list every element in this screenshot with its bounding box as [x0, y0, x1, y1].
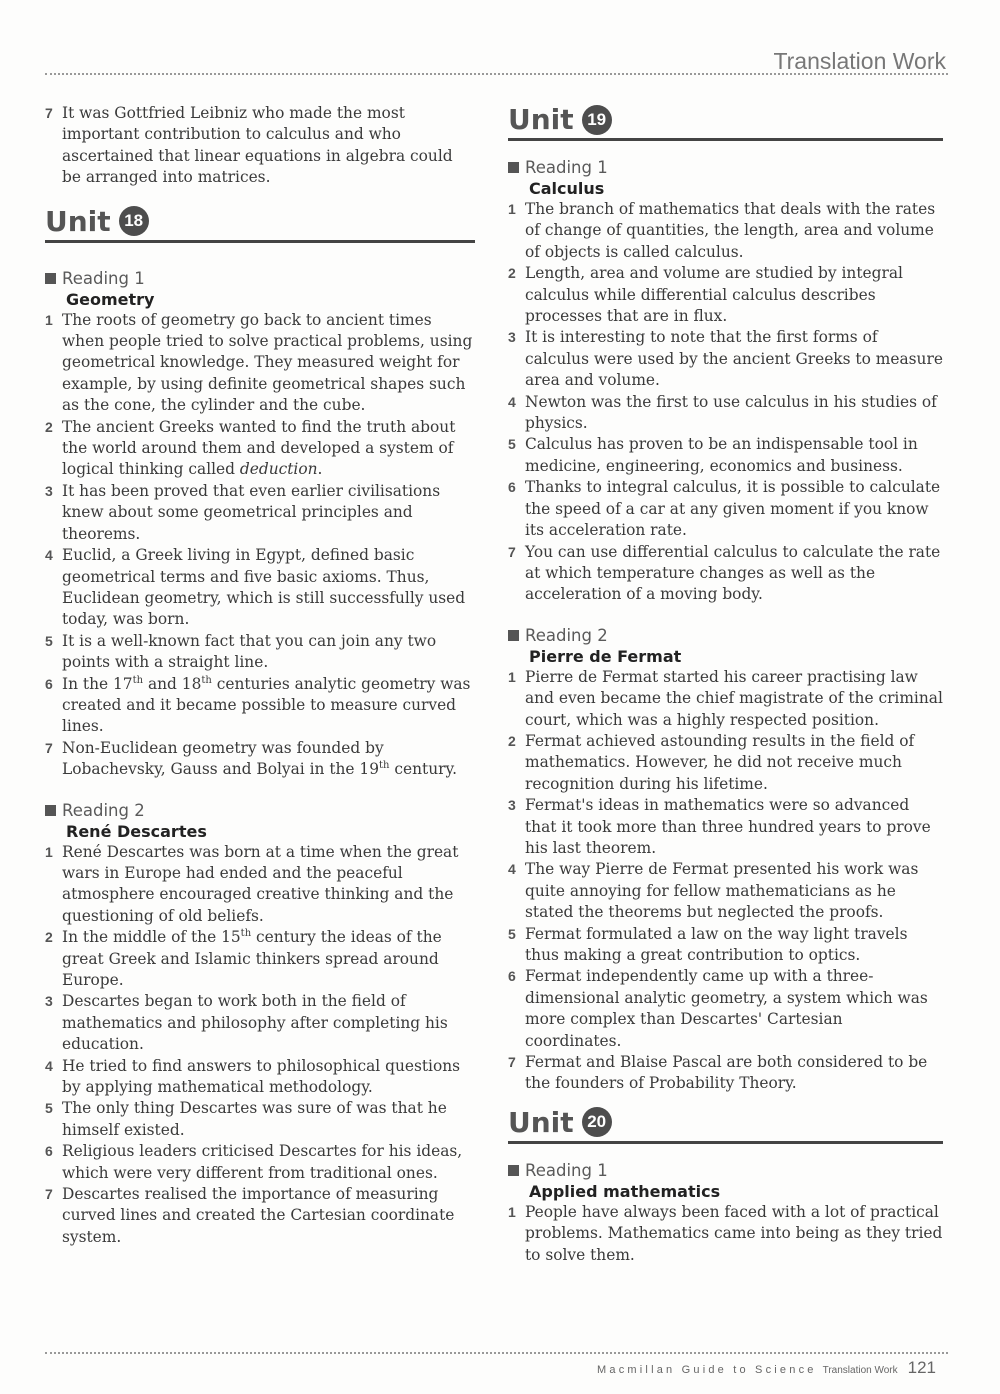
unit-number-badge: 19: [582, 105, 612, 135]
reading-label: Reading 2: [508, 626, 943, 645]
list-item: 4 Newton was the first to use calculus in his studies of physics.: [508, 392, 937, 433]
list-item: 5 The only thing Descartes was sure of was that he himself existed.: [45, 1099, 447, 1139]
reading-title: René Descartes: [66, 821, 207, 841]
unit-number-badge: 20: [582, 1107, 612, 1137]
square-bullet-icon: [508, 162, 519, 173]
list-item: 2 Length, area and volume are studied by integral calculus while differential calculus describes processes that are in flux.: [508, 264, 903, 326]
list-item: 7 Non-Euclidean geometry was founded by Lobachevsky, Gauss and Bolyai in the 19th century.: [45, 738, 458, 779]
list-item: 1 René Descartes was born at a time when the great wars in Europe had ended and the peaceful atmosphere encouraged creative thinking and the questioning of old beliefs.: [45, 842, 459, 925]
list-item: 1 The roots of geometry go back to ancient times when people tried to solve practical problems, using geometrical knowledge. They measured weight for example, by using definite geometrical shapes such as the cone, the cylinder and the cube.: [45, 310, 473, 415]
page-number: 121: [907, 1358, 936, 1377]
list-item: 3 Descartes began to work both in the field of mathematics and philosophy after completing his education.: [45, 992, 448, 1054]
list-item: 4 The way Pierre de Fermat presented his work was quite annoying for fellow mathematicians as he stated the theorems but neglected the proofs.: [508, 860, 919, 922]
reading-label: Reading 2: [45, 801, 475, 820]
list-item: 3 It has been proved that even earlier civilisations knew about some geometrical principles and theorems.: [45, 481, 441, 543]
square-bullet-icon: [508, 1165, 519, 1176]
reading-title: Geometry: [66, 289, 155, 309]
list-item: 5 Fermat formulated a law on the way light travels thus making a great contribution to optics.: [508, 924, 908, 964]
list-item: 7 Descartes realised the importance of measuring curved lines and created the Cartesian coordinate system.: [45, 1185, 455, 1246]
list-item: 4 Euclid, a Greek living in Egypt, defined basic geometrical terms and five basic axioms. Thus, Euclidean geometry, which is still successfully used today, was born.: [45, 546, 466, 629]
list-item: 6 Religious leaders criticised Descartes for his ideas, which were very different from traditional ones.: [45, 1142, 463, 1182]
list-item: 7 Fermat and Blaise Pascal are both considered to be the founders of Probability Theory.: [508, 1053, 928, 1093]
unit-label: Unit: [508, 1105, 574, 1139]
list-item: 7 It was Gottfried Leibniz who made the most important contribution to calculus and who ascertained that linear equations in algebra could be arranged into matrices.: [45, 104, 453, 187]
list-item: 6 Fermat independently came up with a three-dimensional analytic geometry, a system which was more complex than Descartes' Cartesian coordinates.: [508, 967, 928, 1050]
unit-number-badge: 18: [119, 206, 149, 236]
unit-18-heading: [45, 205, 475, 243]
list-item: 1 The branch of mathematics that deals with the rates of change of quantities, the length, area and volume of objects is called calculus.: [508, 200, 936, 261]
section-title: Translation Work: [773, 48, 946, 74]
list-item: 6 Thanks to integral calculus, it is possible to calculate the speed of a car at any given moment if you know its acceleration rate.: [508, 478, 941, 540]
left-column: [45, 103, 475, 1248]
reading-label: Reading 1: [508, 158, 943, 177]
reading-label: Reading 1: [45, 269, 475, 288]
list-item: 6 In the 17th and 18th centuries analytic geometry was created and it became possible to measure curved lines.: [45, 674, 471, 736]
list-item: 2 The ancient Greeks wanted to find the truth about the world around them and developed a system of logical thinking called deduction.: [45, 417, 456, 479]
header-divider: [45, 73, 948, 75]
list-item: 3 Fermat's ideas in mathematics were so advanced that it took more than three hundred years to prove his last theorem.: [508, 796, 931, 857]
reading-label: Reading 1: [508, 1161, 943, 1180]
reading-title: Calculus: [529, 179, 605, 198]
list-item: 5 It is a well-known fact that you can join any two points with a straight line.: [45, 631, 437, 672]
reading-title: Pierre de Fermat: [529, 646, 682, 666]
square-bullet-icon: [45, 273, 56, 284]
list-item: 1 Pierre de Fermat started his career practising law and even became the chief magistrate of the criminal court, which was a highly respected position.: [508, 667, 943, 729]
unit-label: Unit: [45, 204, 111, 238]
list-item: 4 He tried to find answers to philosophical questions by applying mathematical methodology.: [45, 1056, 461, 1097]
square-bullet-icon: [45, 805, 56, 816]
reading-title: Applied mathematics: [529, 1181, 721, 1201]
list-item: 5 Calculus has proven to be an indispensable tool in medicine, engineering, economics and business.: [508, 435, 918, 475]
list-item: 3 It is interesting to note that the first forms of calculus were used by the ancient Greeks to measure area and volume.: [508, 328, 943, 390]
list-item: 2 Fermat achieved astounding results in the field of mathematics. However, he did not receive much recognition during his lifetime.: [508, 731, 915, 793]
list-item: 7 You can use differential calculus to calculate the rate at which temperature changes as well as the acceleration of a moving body.: [508, 542, 941, 604]
unit-label: Unit: [508, 103, 574, 136]
square-bullet-icon: [508, 630, 519, 641]
page-footer: [597, 1358, 936, 1378]
list-item: 1 People have always been faced with a lot of practical problems. Mathematics came into being as they tried to solve them.: [508, 1202, 943, 1264]
footer-brand: Macmillan Guide to Science: [597, 1364, 817, 1376]
footer-section: Translation Work: [822, 1365, 898, 1376]
footer-divider: [45, 1352, 948, 1354]
right-column: [508, 103, 943, 1266]
list-item: 2 In the middle of the 15th century the ideas of the great Greek and Islamic thinkers spread around Europe.: [45, 928, 442, 989]
unit-19-heading: [508, 103, 943, 141]
unit-20-heading: [508, 1106, 943, 1144]
